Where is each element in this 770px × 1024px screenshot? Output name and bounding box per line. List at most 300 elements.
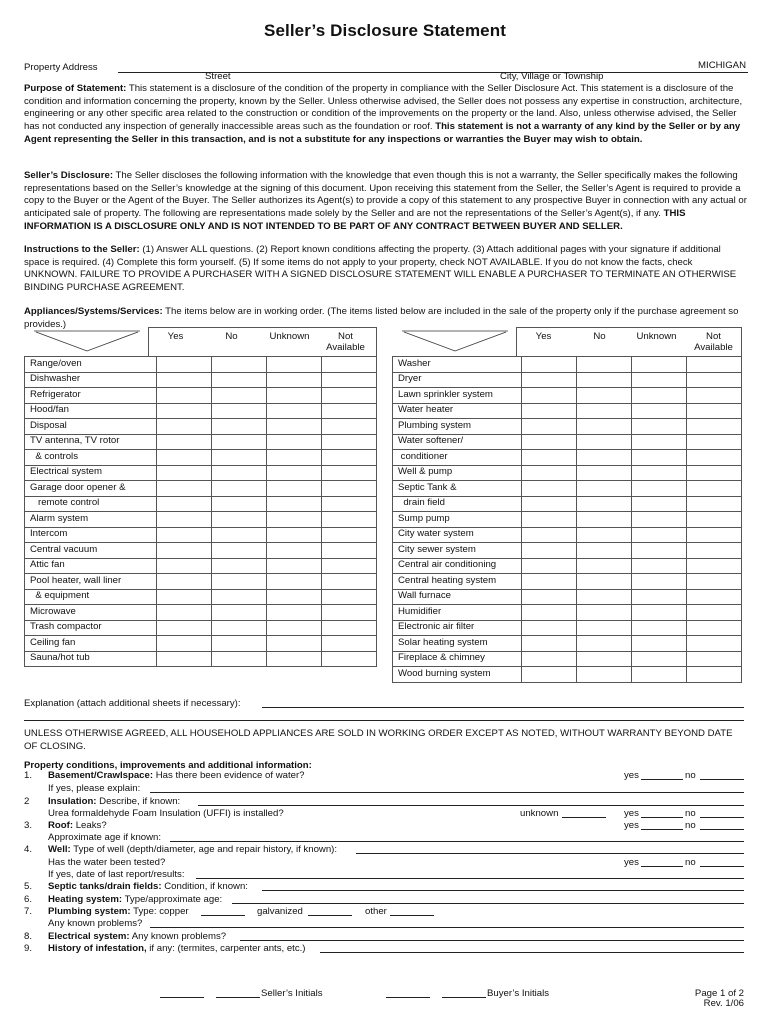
right-no-cell[interactable] <box>577 589 632 605</box>
left-row <box>25 543 377 559</box>
left-not-available-cell[interactable] <box>322 496 377 512</box>
left-unknown-cell[interactable] <box>267 620 322 636</box>
left-unknown-cell[interactable] <box>267 372 322 388</box>
left-row <box>25 605 377 621</box>
q6-number: 6. <box>24 894 33 905</box>
right-item-label: Central air conditioning <box>393 558 522 574</box>
right-row <box>393 465 742 481</box>
right-item-label: conditioner <box>393 450 522 466</box>
right-no-cell[interactable] <box>577 388 632 404</box>
right-row <box>393 512 742 528</box>
left-not-available-cell[interactable] <box>322 574 377 590</box>
instructions-paragraph <box>24 244 748 295</box>
left-not-available-cell[interactable] <box>322 512 377 528</box>
right-not-available-cell[interactable] <box>687 574 742 590</box>
q7-number: 7. <box>24 906 33 917</box>
q4-sub1-label: Has the water been tested? <box>48 857 166 868</box>
left-yes-cell[interactable] <box>157 589 212 605</box>
q7-copper-blank[interactable] <box>201 915 245 916</box>
q7-label: Plumbing system: <box>48 906 131 917</box>
right-not-available-cell[interactable] <box>687 527 742 543</box>
q1-no-label: no <box>685 770 696 781</box>
left-no-cell[interactable] <box>212 450 267 466</box>
explanation-label: Explanation (attach additional sheets if necessary): <box>24 698 241 709</box>
left-unknown-cell[interactable] <box>267 357 322 373</box>
right-not-available-cell[interactable] <box>687 465 742 481</box>
q2-unknown-blank[interactable] <box>562 817 606 818</box>
left-item-label: Attic fan <box>25 558 157 574</box>
left-unknown-cell[interactable] <box>267 527 322 543</box>
left-not-available-cell[interactable] <box>322 589 377 605</box>
left-unknown-cell[interactable] <box>267 465 322 481</box>
right-row <box>393 527 742 543</box>
explanation-field-1[interactable] <box>262 707 744 708</box>
right-unknown-cell[interactable] <box>632 419 687 435</box>
left-row <box>25 620 377 636</box>
q7-problems-field[interactable] <box>150 927 744 928</box>
left-no-cell[interactable] <box>212 636 267 652</box>
left-item-label: Disposal <box>25 419 157 435</box>
q2-no-blank[interactable] <box>700 817 744 818</box>
left-not-available-cell[interactable] <box>322 388 377 404</box>
buyer-initials-blank-1[interactable] <box>386 997 430 998</box>
left-yes-cell[interactable] <box>157 419 212 435</box>
left-unknown-cell[interactable] <box>267 403 322 419</box>
left-not-available-cell[interactable] <box>322 605 377 621</box>
right-unknown-cell[interactable] <box>632 465 687 481</box>
right-not-available-cell[interactable] <box>687 543 742 559</box>
left-no-cell[interactable] <box>212 574 267 590</box>
left-no-cell[interactable] <box>212 527 267 543</box>
right-no-cell[interactable] <box>577 512 632 528</box>
right-item-label: Dryer <box>393 372 522 388</box>
left-no-cell[interactable] <box>212 357 267 373</box>
right-unknown-cell[interactable] <box>632 403 687 419</box>
right-not-available-cell[interactable] <box>687 496 742 512</box>
right-unknown-cell[interactable] <box>632 651 687 667</box>
right-item-label: Humidifier <box>393 605 522 621</box>
left-yes-cell[interactable] <box>157 574 212 590</box>
left-item-label: Dishwasher <box>25 372 157 388</box>
right-col-yes: Yes <box>535 331 552 342</box>
right-unknown-cell[interactable] <box>632 574 687 590</box>
right-row <box>393 496 742 512</box>
right-no-cell[interactable] <box>577 636 632 652</box>
q1-number: 1. <box>24 770 33 781</box>
right-row <box>393 543 742 559</box>
right-yes-cell[interactable] <box>522 512 577 528</box>
q1-sub-label: If yes, please explain: <box>48 783 141 794</box>
q2-text: Describe, if known: <box>96 796 181 807</box>
right-not-available-cell[interactable] <box>687 403 742 419</box>
right-not-available-cell[interactable] <box>687 512 742 528</box>
right-item-label: Wood burning system <box>393 667 522 683</box>
right-row <box>393 388 742 404</box>
right-no-cell[interactable] <box>577 543 632 559</box>
right-no-cell[interactable] <box>577 434 632 450</box>
right-yes-cell[interactable] <box>522 620 577 636</box>
right-unknown-cell[interactable] <box>632 512 687 528</box>
appliances-label: Appliances/Systems/Services: <box>24 306 163 317</box>
right-yes-cell[interactable] <box>522 419 577 435</box>
left-not-available-cell[interactable] <box>322 357 377 373</box>
right-not-available-cell[interactable] <box>687 605 742 621</box>
right-row <box>393 605 742 621</box>
right-unknown-cell[interactable] <box>632 496 687 512</box>
q6-heating-field[interactable] <box>232 903 744 904</box>
left-not-available-cell[interactable] <box>322 465 377 481</box>
right-unknown-cell[interactable] <box>632 589 687 605</box>
right-unknown-cell[interactable] <box>632 620 687 636</box>
right-row <box>393 636 742 652</box>
right-no-cell[interactable] <box>577 667 632 683</box>
q9-question <box>48 943 306 956</box>
right-no-cell[interactable] <box>577 651 632 667</box>
left-yes-cell[interactable] <box>157 512 212 528</box>
right-not-available-cell[interactable] <box>687 419 742 435</box>
left-no-cell[interactable] <box>212 512 267 528</box>
page-title: Seller’s Disclosure Statement <box>264 21 506 40</box>
q1-no-blank[interactable] <box>700 779 744 780</box>
left-row <box>25 450 377 466</box>
right-yes-cell[interactable] <box>522 434 577 450</box>
right-no-cell[interactable] <box>577 496 632 512</box>
left-item-label: Trash compactor <box>25 620 157 636</box>
right-no-cell[interactable] <box>577 450 632 466</box>
right-row <box>393 403 742 419</box>
left-not-available-cell[interactable] <box>322 636 377 652</box>
q1-yes-blank[interactable] <box>641 779 683 780</box>
instructions-label: Instructions to the Seller: <box>24 244 140 255</box>
right-no-cell[interactable] <box>577 574 632 590</box>
left-unknown-cell[interactable] <box>267 636 322 652</box>
purpose-bold-text: This statement is not a warranty of any kind by the Seller or by any Agent representing the Seller in this transaction, and is not a substitute for any inspections or warranties the Buyer may wish to obtain. <box>24 120 741 145</box>
right-not-available-cell[interactable] <box>687 372 742 388</box>
right-no-cell[interactable] <box>577 605 632 621</box>
q2-no-label: no <box>685 808 696 819</box>
right-row <box>393 372 742 388</box>
q8-electrical-field[interactable] <box>240 940 744 941</box>
q5-condition-field[interactable] <box>262 890 744 891</box>
left-no-cell[interactable] <box>212 543 267 559</box>
q2-describe-field[interactable] <box>198 805 744 806</box>
left-unknown-cell[interactable] <box>267 651 322 667</box>
right-no-cell[interactable] <box>577 419 632 435</box>
left-yes-cell[interactable] <box>157 450 212 466</box>
right-row <box>393 450 742 466</box>
right-col-unknown: Unknown <box>636 331 677 342</box>
right-unknown-cell[interactable] <box>632 543 687 559</box>
instructions-text: (1) Answer ALL questions. (2) Report known conditions affecting the property. (3) Attach additional pages with your signature if additional space is required. (4) Complete this form yourself. (5) If some items do not apply to your property, check NOT AVAILABLE. If you do not know the facts, check UNKNOWN. FAILURE TO PROVIDE A PURCHASER WITH A SIGNED DISCLOSURE STATEMENT WILL ENABLE A PURCHASER TO TERMINATE AN OTHERWISE BINDING PURCHASE AGREEMENT. <box>24 244 737 293</box>
right-yes-cell[interactable] <box>522 388 577 404</box>
left-item-label: & equipment <box>25 589 157 605</box>
right-no-cell[interactable] <box>577 357 632 373</box>
right-unknown-cell[interactable] <box>632 605 687 621</box>
q4-no-blank[interactable] <box>700 866 744 867</box>
seller-initials-blank-1[interactable] <box>160 997 204 998</box>
left-row <box>25 589 377 605</box>
left-not-available-cell[interactable] <box>322 651 377 667</box>
q7-galvanized-label: galvanized <box>257 906 303 917</box>
q8-question <box>48 931 226 944</box>
seller-initials-label: Seller’s Initials <box>261 988 323 999</box>
left-row <box>25 527 377 543</box>
right-not-available-cell[interactable] <box>687 620 742 636</box>
q4-text: Type of well (depth/diameter, age and repair history, if known): <box>70 844 338 855</box>
left-unknown-cell[interactable] <box>267 558 322 574</box>
left-unknown-cell[interactable] <box>267 388 322 404</box>
right-unknown-cell[interactable] <box>632 558 687 574</box>
right-yes-cell[interactable] <box>522 667 577 683</box>
q3-sub-label: Approximate age if known: <box>48 832 162 843</box>
left-no-cell[interactable] <box>212 589 267 605</box>
q2-yes-blank[interactable] <box>641 817 683 818</box>
right-yes-cell[interactable] <box>522 372 577 388</box>
left-no-cell[interactable] <box>212 605 267 621</box>
right-yes-cell[interactable] <box>522 481 577 497</box>
right-unknown-cell[interactable] <box>632 372 687 388</box>
right-no-cell[interactable] <box>577 620 632 636</box>
right-row <box>393 667 742 683</box>
street-caption: Street <box>205 71 231 82</box>
left-row <box>25 388 377 404</box>
left-item-label: Refrigerator <box>25 388 157 404</box>
right-not-available-cell[interactable] <box>687 388 742 404</box>
q3-no-blank[interactable] <box>700 829 744 830</box>
buyer-initials-blank-2[interactable] <box>442 997 486 998</box>
left-row <box>25 357 377 373</box>
left-yes-cell[interactable] <box>157 605 212 621</box>
right-no-cell[interactable] <box>577 465 632 481</box>
q7-other-blank[interactable] <box>390 915 434 916</box>
q2-question <box>48 796 180 809</box>
right-no-cell[interactable] <box>577 558 632 574</box>
right-unknown-cell[interactable] <box>632 527 687 543</box>
right-unknown-cell[interactable] <box>632 450 687 466</box>
right-yes-cell[interactable] <box>522 543 577 559</box>
right-item-label: Wall furnace <box>393 589 522 605</box>
q5-question <box>48 881 248 894</box>
right-not-available-cell[interactable] <box>687 357 742 373</box>
left-no-cell[interactable] <box>212 388 267 404</box>
sellers-disclosure-bold-text: THIS INFORMATION IS A DISCLOSURE ONLY AND IS NOT INTENDED TO BE PART OF ANY CONTRACT BETWEEN BUYER AND SELLER. <box>24 207 686 232</box>
right-unknown-cell[interactable] <box>632 636 687 652</box>
q4-results-field[interactable] <box>196 878 744 879</box>
left-unknown-cell[interactable] <box>267 543 322 559</box>
left-unknown-cell[interactable] <box>267 512 322 528</box>
right-yes-cell[interactable] <box>522 450 577 466</box>
right-yes-cell[interactable] <box>522 574 577 590</box>
right-no-cell[interactable] <box>577 372 632 388</box>
q1-question <box>48 770 305 783</box>
left-unknown-cell[interactable] <box>267 605 322 621</box>
revision-label: Rev. 1/06 <box>703 998 744 1009</box>
right-not-available-cell[interactable] <box>687 651 742 667</box>
right-not-available-cell[interactable] <box>687 636 742 652</box>
left-not-available-cell[interactable] <box>322 450 377 466</box>
left-item-label: remote control <box>25 496 157 512</box>
left-yes-cell[interactable] <box>157 465 212 481</box>
left-row <box>25 372 377 388</box>
right-item-label: Electronic air filter <box>393 620 522 636</box>
q1-explain-field[interactable] <box>150 792 744 793</box>
right-yes-cell[interactable] <box>522 403 577 419</box>
right-no-cell[interactable] <box>577 527 632 543</box>
left-appliance-table <box>24 356 377 667</box>
right-not-available-cell[interactable] <box>687 434 742 450</box>
left-not-available-cell[interactable] <box>322 527 377 543</box>
conditions-heading: Property conditions, improvements and additional information: <box>24 760 312 771</box>
right-unknown-cell[interactable] <box>632 481 687 497</box>
state-label: MICHIGAN <box>698 60 746 71</box>
left-row <box>25 651 377 667</box>
left-yes-cell[interactable] <box>157 527 212 543</box>
left-yes-cell[interactable] <box>157 403 212 419</box>
left-no-cell[interactable] <box>212 403 267 419</box>
left-yes-cell[interactable] <box>157 357 212 373</box>
q4-number: 4. <box>24 844 33 855</box>
right-item-label: Solar heating system <box>393 636 522 652</box>
left-yes-cell[interactable] <box>157 543 212 559</box>
right-unknown-cell[interactable] <box>632 667 687 683</box>
left-unknown-cell[interactable] <box>267 574 322 590</box>
right-yes-cell[interactable] <box>522 496 577 512</box>
left-col-not-available: Not Available <box>326 331 365 354</box>
explanation-field-2[interactable] <box>24 720 744 721</box>
right-col-no: No <box>593 331 606 342</box>
left-row <box>25 481 377 497</box>
q3-number: 3. <box>24 820 33 831</box>
left-not-available-cell[interactable] <box>322 543 377 559</box>
left-not-available-cell[interactable] <box>322 403 377 419</box>
right-col-not-available: Not Available <box>694 331 733 354</box>
right-item-label: Water softener/ <box>393 434 522 450</box>
left-not-available-cell[interactable] <box>322 558 377 574</box>
left-row <box>25 496 377 512</box>
left-no-cell[interactable] <box>212 419 267 435</box>
left-item-label: Intercom <box>25 527 157 543</box>
q8-number: 8. <box>24 931 33 942</box>
left-no-cell[interactable] <box>212 481 267 497</box>
right-yes-cell[interactable] <box>522 651 577 667</box>
page-number: Page 1 of 2 <box>694 988 744 999</box>
q3-yes-label: yes <box>624 820 639 831</box>
left-yes-cell[interactable] <box>157 388 212 404</box>
right-not-available-cell[interactable] <box>687 481 742 497</box>
left-yes-cell[interactable] <box>157 620 212 636</box>
right-yes-cell[interactable] <box>522 558 577 574</box>
q3-yes-blank[interactable] <box>641 829 683 830</box>
left-item-label: Electrical system <box>25 465 157 481</box>
right-not-available-cell[interactable] <box>687 558 742 574</box>
right-yes-cell[interactable] <box>522 605 577 621</box>
q3-age-field[interactable] <box>170 841 744 842</box>
right-item-label: Washer <box>393 357 522 373</box>
q1-label: Basement/Crawlspace: <box>48 770 154 781</box>
left-no-cell[interactable] <box>212 372 267 388</box>
left-unknown-cell[interactable] <box>267 481 322 497</box>
left-item-label: Pool heater, wall liner <box>25 574 157 590</box>
q2-sub-label: Urea formaldehyde Foam Insulation (UFFI) is installed? <box>48 808 284 819</box>
q9-text: if any: (termites, carpenter ants, etc.) <box>146 943 306 954</box>
left-yes-cell[interactable] <box>157 434 212 450</box>
left-not-available-cell[interactable] <box>322 481 377 497</box>
right-yes-cell[interactable] <box>522 589 577 605</box>
left-no-cell[interactable] <box>212 558 267 574</box>
q5-text: Condition, if known: <box>161 881 248 892</box>
left-no-cell[interactable] <box>212 620 267 636</box>
sellers-disclosure-text: The Seller discloses the following information with the knowledge that even though this is not a warranty, the Seller specifically makes the following representations based on the Seller’s knowledge at the signing of this document. Upon receiving this statement from the Seller, the Seller’s Agent is required to provide a copy to the Buyer or the Agent of the Buyer. The Seller authorizes its Agent(s) to provide a copy of this statement to any prospective Buyer in connection with any actual or anticipated sale of property. The following are representations made solely by the Seller and are not the representations of the Seller’s Agent(s), if any. <box>24 170 747 219</box>
left-yes-cell[interactable] <box>157 481 212 497</box>
left-no-cell[interactable] <box>212 434 267 450</box>
left-yes-cell[interactable] <box>157 651 212 667</box>
q7-galvanized-blank[interactable] <box>308 915 352 916</box>
left-unknown-cell[interactable] <box>267 496 322 512</box>
purpose-text: This statement is a disclosure of the condition of the property in compliance with the Seller Disclosure Act. This statement is a disclosure of the condition and information concerning the property, known by the Seller. Unless otherwise advised, the Seller does not possess any expertise in construction, architecture, engineering or any other specific area related to the construction or condition of the improvements on the property or the land. Also, unless otherwise advised, the Seller has not conducted any inspection of generally inaccessible areas such as the foundation or roof. <box>24 83 743 132</box>
left-yes-cell[interactable] <box>157 558 212 574</box>
q8-label: Electrical system: <box>48 931 130 942</box>
left-row <box>25 558 377 574</box>
right-no-cell[interactable] <box>577 403 632 419</box>
right-item-label: Lawn sprinkler system <box>393 388 522 404</box>
q4-well-field[interactable] <box>356 853 744 854</box>
left-not-available-cell[interactable] <box>322 419 377 435</box>
right-item-label: City sewer system <box>393 543 522 559</box>
left-unknown-cell[interactable] <box>267 589 322 605</box>
left-yes-cell[interactable] <box>157 496 212 512</box>
left-not-available-cell[interactable] <box>322 434 377 450</box>
left-row <box>25 419 377 435</box>
q4-yes-blank[interactable] <box>641 866 683 867</box>
right-unknown-cell[interactable] <box>632 357 687 373</box>
seller-initials-blank-2[interactable] <box>216 997 260 998</box>
right-row <box>393 357 742 373</box>
right-unknown-cell[interactable] <box>632 388 687 404</box>
right-not-available-cell[interactable] <box>687 667 742 683</box>
left-no-cell[interactable] <box>212 651 267 667</box>
q4-sub2-label: If yes, date of last report/results: <box>48 869 185 880</box>
q4-yes-label: yes <box>624 857 639 868</box>
left-not-available-cell[interactable] <box>322 620 377 636</box>
right-no-cell[interactable] <box>577 481 632 497</box>
right-unknown-cell[interactable] <box>632 434 687 450</box>
left-no-cell[interactable] <box>212 465 267 481</box>
right-not-available-cell[interactable] <box>687 450 742 466</box>
right-not-available-cell[interactable] <box>687 589 742 605</box>
left-unknown-cell[interactable] <box>267 434 322 450</box>
right-row <box>393 434 742 450</box>
right-yes-cell[interactable] <box>522 527 577 543</box>
q6-label: Heating system: <box>48 894 123 905</box>
q8-text: Any known problems? <box>129 931 227 942</box>
purpose-label: Purpose of Statement: <box>24 83 127 94</box>
left-not-available-cell[interactable] <box>322 372 377 388</box>
q6-text: Type/approximate age: <box>122 894 223 905</box>
q9-infestation-field[interactable] <box>320 952 744 953</box>
left-unknown-cell[interactable] <box>267 419 322 435</box>
q2-number: 2 <box>24 796 30 807</box>
right-yes-cell[interactable] <box>522 357 577 373</box>
left-yes-cell[interactable] <box>157 372 212 388</box>
left-no-cell[interactable] <box>212 496 267 512</box>
left-unknown-cell[interactable] <box>267 450 322 466</box>
left-yes-cell[interactable] <box>157 636 212 652</box>
right-yes-cell[interactable] <box>522 465 577 481</box>
right-yes-cell[interactable] <box>522 636 577 652</box>
right-appliance-table <box>392 356 742 683</box>
buyer-initials-label: Buyer’s Initials <box>487 988 550 999</box>
left-item-label: TV antenna, TV rotor <box>25 434 157 450</box>
